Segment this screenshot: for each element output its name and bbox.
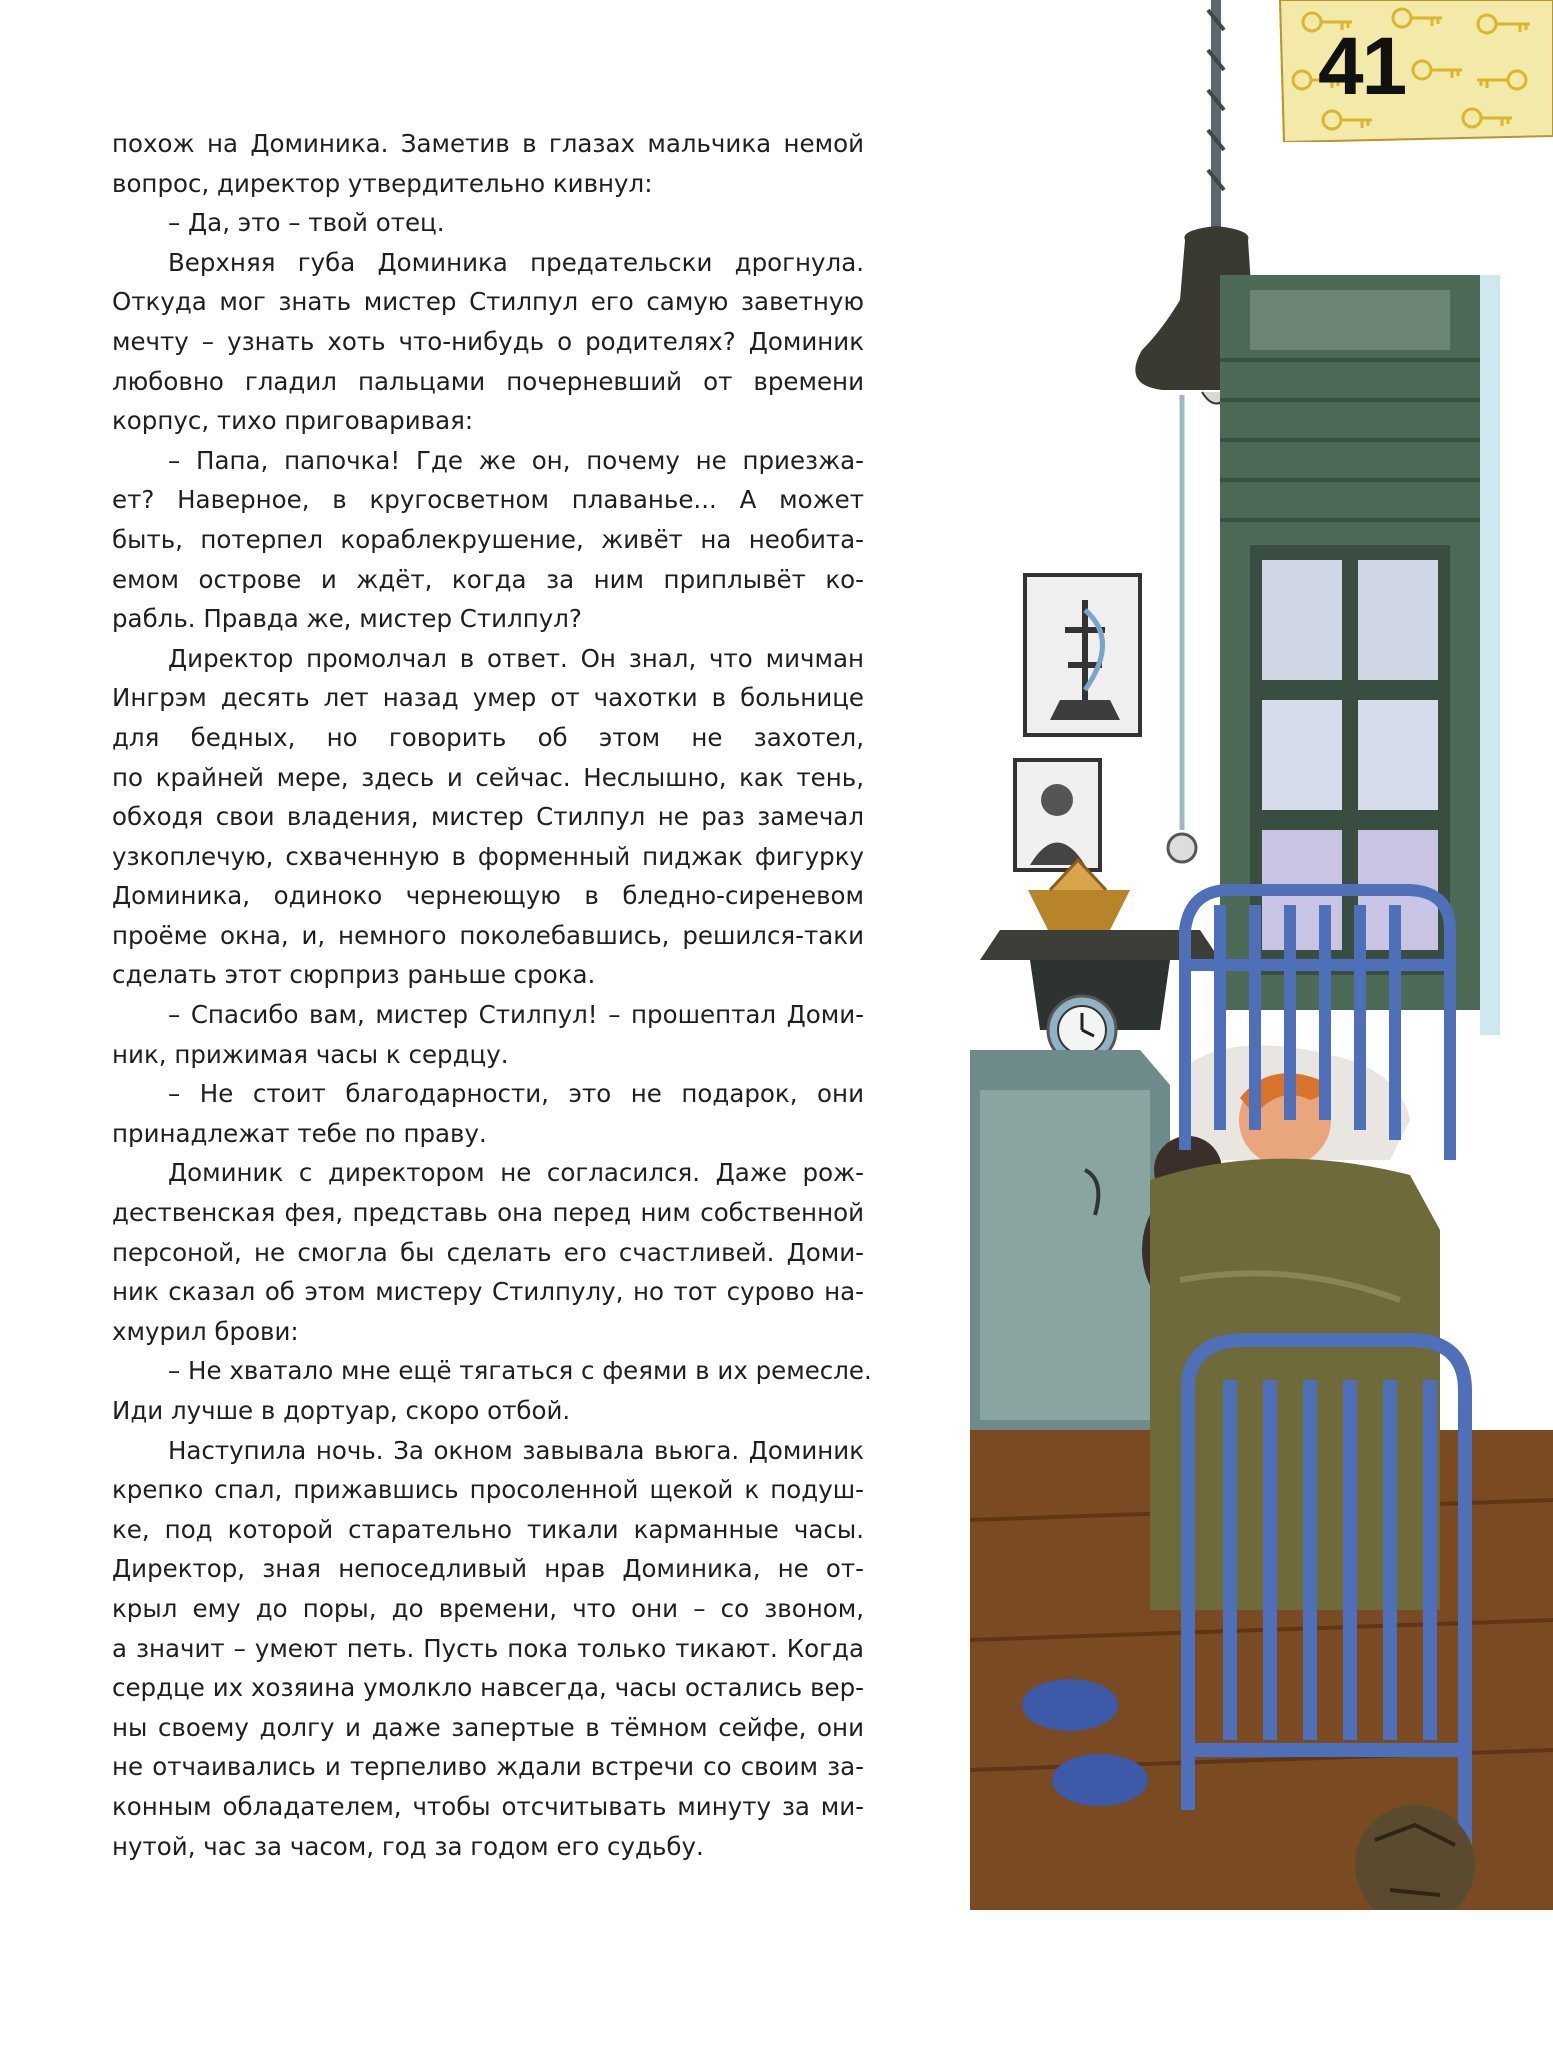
- text-line: Доминик с директором не согласился. Даже рож-: [168, 1158, 864, 1188]
- text-line: узкоплечую, схваченную в форменный пиджак фигурку: [112, 841, 864, 871]
- text-line: ет? Наверное, в кругосветном плаванье... А может: [112, 485, 864, 515]
- text-line: нутой, час за часом, год за годом его судьбу.: [112, 1831, 704, 1861]
- text-line: ке, под которой старательно тикали карманные часы.: [112, 1514, 864, 1544]
- text-line: крепко спал, прижавшись просоленной щекой к подуш-: [112, 1475, 864, 1505]
- text-line: – Папа, папочка! Где же он, почему не приезжа-: [168, 445, 864, 475]
- text-line: дественская фея, представь она перед ним собственной: [112, 1198, 864, 1228]
- text-line: Ингрэм десять лет назад умер от чахотки в больнице: [112, 683, 864, 713]
- text-line: – Не хватало мне ещё тягаться с феями в их ремесле.: [168, 1356, 872, 1386]
- text-line: Доминика, одиноко чернеющую в бледно-сиреневом: [112, 881, 864, 911]
- text-paragraph: [112, 995, 864, 1074]
- text-line: Директор промолчал в ответ. Он знал, что мичман: [168, 643, 864, 673]
- text-line: сердце их хозяина умолкло навсегда, часы остались вер-: [112, 1673, 864, 1703]
- text-line: мечту – узнать хоть что-нибудь о родителях? Доминик: [112, 326, 864, 356]
- text-paragraph: [112, 441, 864, 639]
- text-line: Откуда мог знать мистер Стилпул его самую заветную: [112, 287, 864, 317]
- text-line: ны своему долгу и даже запертые в тёмном сейфе, они: [112, 1712, 864, 1742]
- text-paragraph: [112, 203, 864, 243]
- text-line: хмурил брови:: [112, 1316, 299, 1346]
- text-line: похож на Доминика. Заметив в глазах мальчика немой: [112, 129, 864, 158]
- text-line: крыл ему до поры, до времени, что они – со звоном,: [112, 1593, 864, 1623]
- text-line: Верхняя губа Доминика предательски дрогнула.: [168, 247, 864, 277]
- text-line: – Спасибо вам, мистер Стилпул! – прошептал Доми-: [168, 1000, 864, 1030]
- text-line: по крайней мере, здесь и сейчас. Неслышно, как тень,: [112, 762, 864, 792]
- text-paragraph: [112, 124, 864, 203]
- text-paragraph: [112, 639, 864, 995]
- text-line: Иди лучше в дортуар, скоро отбой.: [112, 1396, 571, 1425]
- text-line: вопрос, директор утвердительно кивнул:: [112, 168, 653, 198]
- text-paragraph: [112, 1153, 864, 1351]
- illustration-image: [970, 0, 1553, 1910]
- text-line: сделать этот сюрприз раньше срока.: [112, 960, 596, 990]
- text-line: – Не стоит благодарности, это не подарок, они: [168, 1079, 864, 1109]
- text-paragraph: [112, 243, 864, 441]
- text-line: ник сказал об этом мистеру Стилпулу, но тот сурово на-: [112, 1277, 864, 1307]
- text-line: рабль. Правда же, мистер Стилпул?: [112, 604, 582, 634]
- text-line: персоной, не смогла бы сделать его счастливей. Доми-: [112, 1237, 864, 1267]
- text-paragraph: [112, 1431, 864, 1867]
- text-line: а значит – умеют петь. Пусть пока только тикают. Когда: [112, 1633, 864, 1663]
- text-line: быть, потерпел кораблекрушение, живёт на необита-: [112, 524, 864, 554]
- text-line: емом острове и ждёт, когда за ним приплывёт ко-: [112, 564, 864, 594]
- text-line: – Да, это – твой отец.: [168, 208, 445, 238]
- text-line: Директор, зная непоседливый нрав Доминика, не от-: [112, 1554, 864, 1584]
- text-line: корпус, тихо приговаривая:: [112, 406, 474, 436]
- text-line: конным обладателем, чтобы отсчитывать минуту за ми-: [112, 1791, 864, 1821]
- story-text: [112, 124, 872, 1866]
- text-paragraph: [112, 1351, 872, 1430]
- text-line: для бедных, но говорить об этом не захотел,: [112, 722, 864, 752]
- text-paragraph: [112, 1074, 864, 1153]
- text-line: проёме окна, и, немного поколебавшись, решился-таки: [112, 920, 864, 950]
- text-line: обходя свои владения, мистер Стилпул не раз замечал: [112, 802, 864, 832]
- text-line: Наступила ночь. За окном завывала вьюга. Доминик: [168, 1435, 864, 1465]
- illustration-boy-sleeping: [970, 0, 1553, 1910]
- text-line: не отчаивались и терпеливо ждали встречи со своим за-: [112, 1752, 864, 1782]
- text-line: принадлежат тебе по праву.: [112, 1118, 487, 1148]
- text-line: любовно гладил пальцами почерневший от времени: [112, 366, 864, 396]
- page-number: 41: [1318, 21, 1406, 112]
- text-line: ник, прижимая часы к сердцу.: [112, 1039, 509, 1069]
